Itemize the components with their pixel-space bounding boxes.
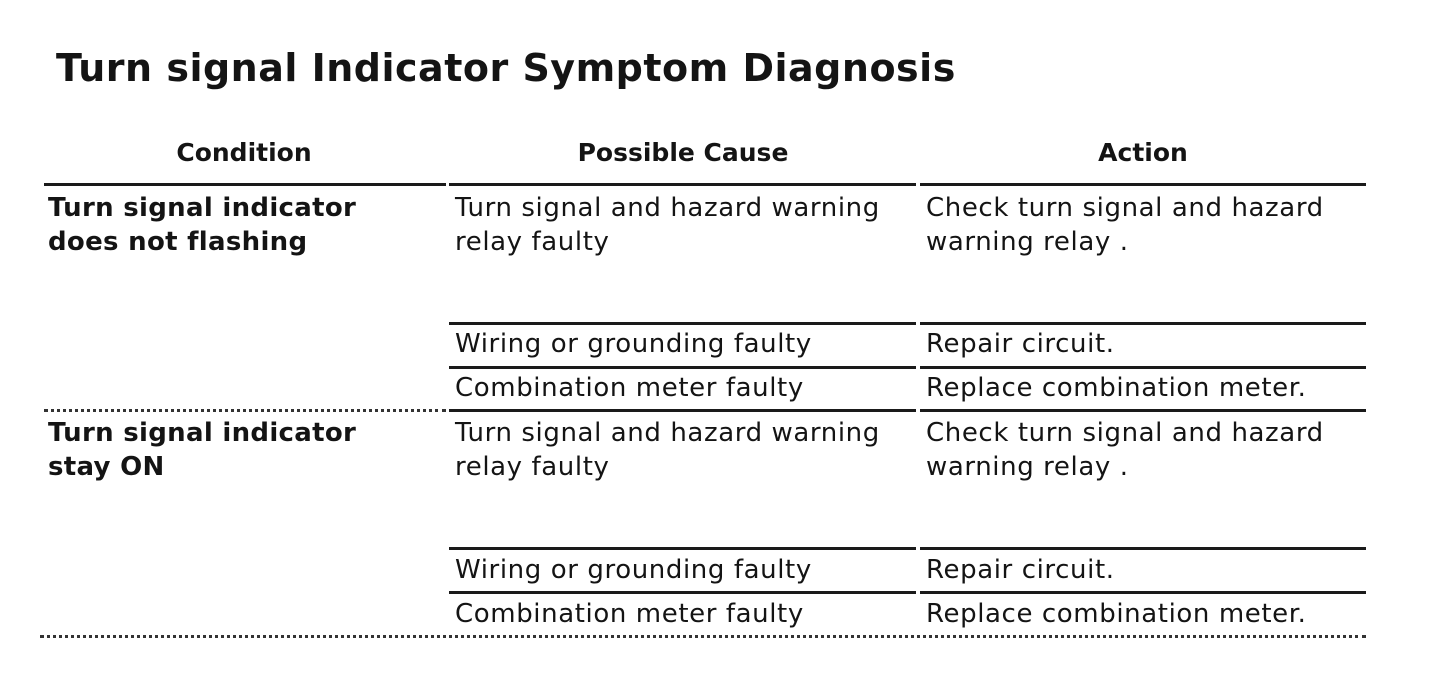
action-text-line: warning relay . — [926, 452, 1129, 482]
column-header-condition: Condition — [176, 138, 312, 167]
condition-text-line: Turn signal indicator — [48, 193, 357, 223]
row-divider — [920, 322, 1366, 325]
group-divider — [920, 409, 1366, 412]
condition-text-line: does not flashing — [48, 227, 308, 257]
condition-text-line: Turn signal indicator — [48, 418, 357, 448]
cause-text-line: Turn signal and hazard warning — [455, 418, 880, 448]
column-header-action: Action — [1098, 138, 1188, 167]
row-divider — [449, 591, 916, 594]
row-divider — [920, 547, 1366, 550]
column-header-cause: Possible Cause — [577, 138, 789, 167]
header-divider-action — [920, 183, 1366, 186]
row-divider — [920, 591, 1366, 594]
table-bottom-rule — [40, 635, 1366, 638]
row-divider — [449, 547, 916, 550]
cause-cell — [455, 191, 880, 259]
cause-text-line: Turn signal and hazard warning — [455, 193, 880, 223]
row-divider — [449, 322, 916, 325]
condition-text-line: stay ON — [48, 452, 165, 482]
group-divider — [44, 409, 446, 412]
cause-text-line: relay faulty — [455, 227, 610, 257]
header-divider-condition — [44, 183, 446, 186]
action-cell: Replace combination meter. — [926, 373, 1307, 403]
cause-cell: Combination meter faulty — [455, 373, 804, 403]
cause-cell: Combination meter faulty — [455, 599, 804, 629]
cause-cell: Wiring or grounding faulty — [455, 329, 812, 359]
action-text-line: Check turn signal and hazard — [926, 418, 1324, 448]
cause-cell: Wiring or grounding faulty — [455, 555, 812, 585]
row-divider — [449, 366, 916, 369]
group-divider — [449, 409, 916, 412]
cause-cell — [455, 416, 880, 484]
action-cell: Replace combination meter. — [926, 599, 1307, 629]
condition-cell — [48, 416, 356, 484]
condition-cell — [48, 191, 356, 259]
page-title: Turn signal Indicator Symptom Diagnosis — [56, 46, 956, 90]
action-text-line: Check turn signal and hazard — [926, 193, 1324, 223]
row-divider — [920, 366, 1366, 369]
cause-text-line: relay faulty — [455, 452, 610, 482]
action-text-line: warning relay . — [926, 227, 1129, 257]
action-cell — [926, 416, 1324, 484]
action-cell — [926, 191, 1324, 259]
action-cell: Repair circuit. — [926, 555, 1115, 585]
header-divider-cause — [449, 183, 916, 186]
action-cell: Repair circuit. — [926, 329, 1115, 359]
